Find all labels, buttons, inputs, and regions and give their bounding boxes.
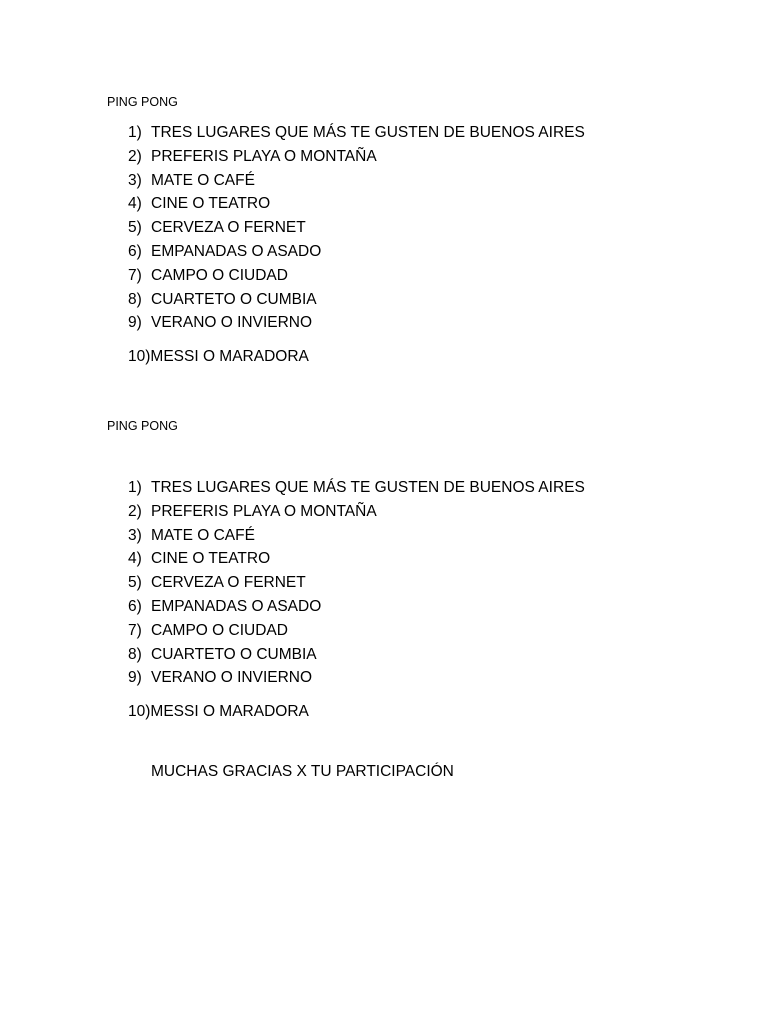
list-item (128, 597, 585, 621)
item-text: CUARTETO O CUMBIA (151, 290, 317, 308)
section-title: PING PONG (107, 419, 178, 433)
list-item (128, 549, 585, 573)
item-text: CINE O TEATRO (151, 195, 271, 213)
list-item (128, 171, 585, 195)
list-item (128, 242, 585, 266)
item-number: 4) (128, 195, 142, 213)
item-number: 3) (128, 171, 142, 189)
item-number: 7) (128, 621, 142, 639)
item-text: CAMPO O CIUDAD (151, 266, 288, 284)
item-text: CERVEZA O FERNET (151, 574, 306, 592)
item-number: 5) (128, 219, 142, 237)
item-text: VERANO O INVIERNO (151, 669, 313, 687)
section-title: PING PONG (107, 95, 178, 109)
item-text: PREFERIS PLAYA O MONTAÑA (151, 147, 377, 165)
item-text: TRES LUGARES QUE MÁS TE GUSTEN DE BUENOS AIRES (151, 124, 585, 141)
item-number: 3) (128, 526, 142, 544)
item-text: EMPANADAS O ASADO (151, 597, 322, 615)
item-text: EMPANADAS O ASADO (151, 242, 322, 260)
item-text: MESSI O MARADORA (150, 703, 309, 721)
list-item (128, 668, 585, 692)
list-item (128, 621, 585, 645)
list-item (128, 478, 585, 502)
item-number: 5) (128, 574, 142, 592)
item-number: 9) (128, 314, 142, 332)
list-item (128, 218, 585, 242)
item-number: 10) (128, 348, 151, 366)
list-item (128, 502, 585, 526)
item-number: 6) (128, 242, 142, 260)
list-item (128, 290, 585, 314)
item-number: 8) (128, 645, 142, 663)
item-number: 1) (128, 124, 142, 141)
item-number: 2) (128, 502, 142, 520)
item-text: CINE O TEATRO (151, 550, 271, 568)
item-number: 9) (128, 669, 142, 687)
closing-message: MUCHAS GRACIAS X TU PARTICIPACIÓN (151, 763, 454, 780)
item-text: MATE O CAFÉ (151, 171, 255, 189)
item-number: 1) (128, 479, 142, 496)
item-text: CAMPO O CIUDAD (151, 621, 288, 639)
item-number: 6) (128, 597, 142, 615)
item-text: CERVEZA O FERNET (151, 219, 306, 237)
item-number: 10) (128, 703, 151, 721)
item-text: VERANO O INVIERNO (151, 314, 313, 332)
list-item (128, 347, 585, 371)
list-item (128, 645, 585, 669)
list-item (128, 147, 585, 171)
item-number: 8) (128, 290, 142, 308)
list-item (128, 702, 585, 726)
question-list (128, 478, 585, 726)
item-text: MATE O CAFÉ (151, 526, 255, 544)
list-item (128, 313, 585, 337)
list-item (128, 573, 585, 597)
item-text: PREFERIS PLAYA O MONTAÑA (151, 502, 377, 520)
item-number: 7) (128, 266, 142, 284)
item-number: 4) (128, 550, 142, 568)
item-text: TRES LUGARES QUE MÁS TE GUSTEN DE BUENOS AIRES (151, 479, 585, 496)
item-text: MESSI O MARADORA (150, 348, 309, 366)
question-list (128, 123, 585, 371)
list-item (128, 526, 585, 550)
list-item (128, 194, 585, 218)
item-number: 2) (128, 147, 142, 165)
item-text: CUARTETO O CUMBIA (151, 645, 317, 663)
list-item (128, 123, 585, 147)
list-item (128, 266, 585, 290)
